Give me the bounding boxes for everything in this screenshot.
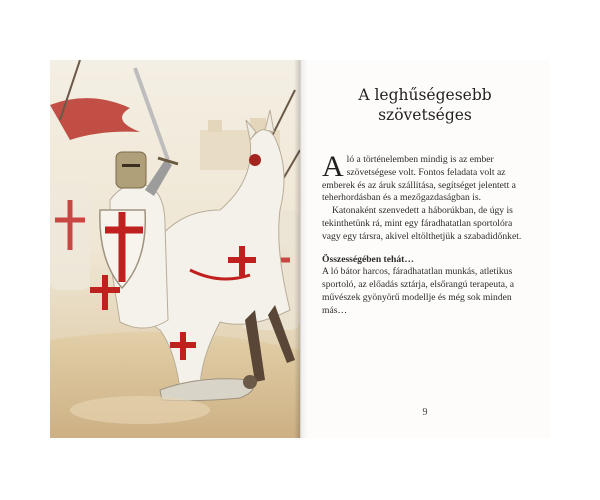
drop-cap: A <box>322 150 344 183</box>
paragraph-1-text: ló a történelemben mindig is az ember szövetségese volt. Fontos feladata volt az emberek és az áruk szállítása, segítséget jelentett a teherhordásban és a mezőgazdaságban is. <box>322 154 516 204</box>
paragraph-1 <box>322 150 522 205</box>
subheading: Összességében tehát… <box>322 253 414 265</box>
title-line-2: szövetséges <box>378 106 472 124</box>
page-title <box>318 85 532 125</box>
open-book <box>50 60 550 438</box>
knights-templar-illustration <box>50 60 300 438</box>
paragraph-2: Katonaként szenvedett a háborúkban, de úgy is tekinthetünk rá, mint egy fáradhatatlan sportolóra vagy egy társra, akivel eltölthetjük a szabadidőnket. <box>322 205 522 242</box>
paragraph-3: A ló bátor harcos, fáradhatatlan munkás, atletikus sportoló, az előadás sztárja, elsőrangú terapeuta, a művészek gyönyörű modellje és még sok minden más… <box>322 266 515 316</box>
body-text <box>322 150 522 318</box>
title-line-1: A leghűségesebb <box>358 86 492 104</box>
right-page <box>300 60 550 438</box>
left-page <box>50 60 300 438</box>
page-number: 9 <box>422 407 428 418</box>
